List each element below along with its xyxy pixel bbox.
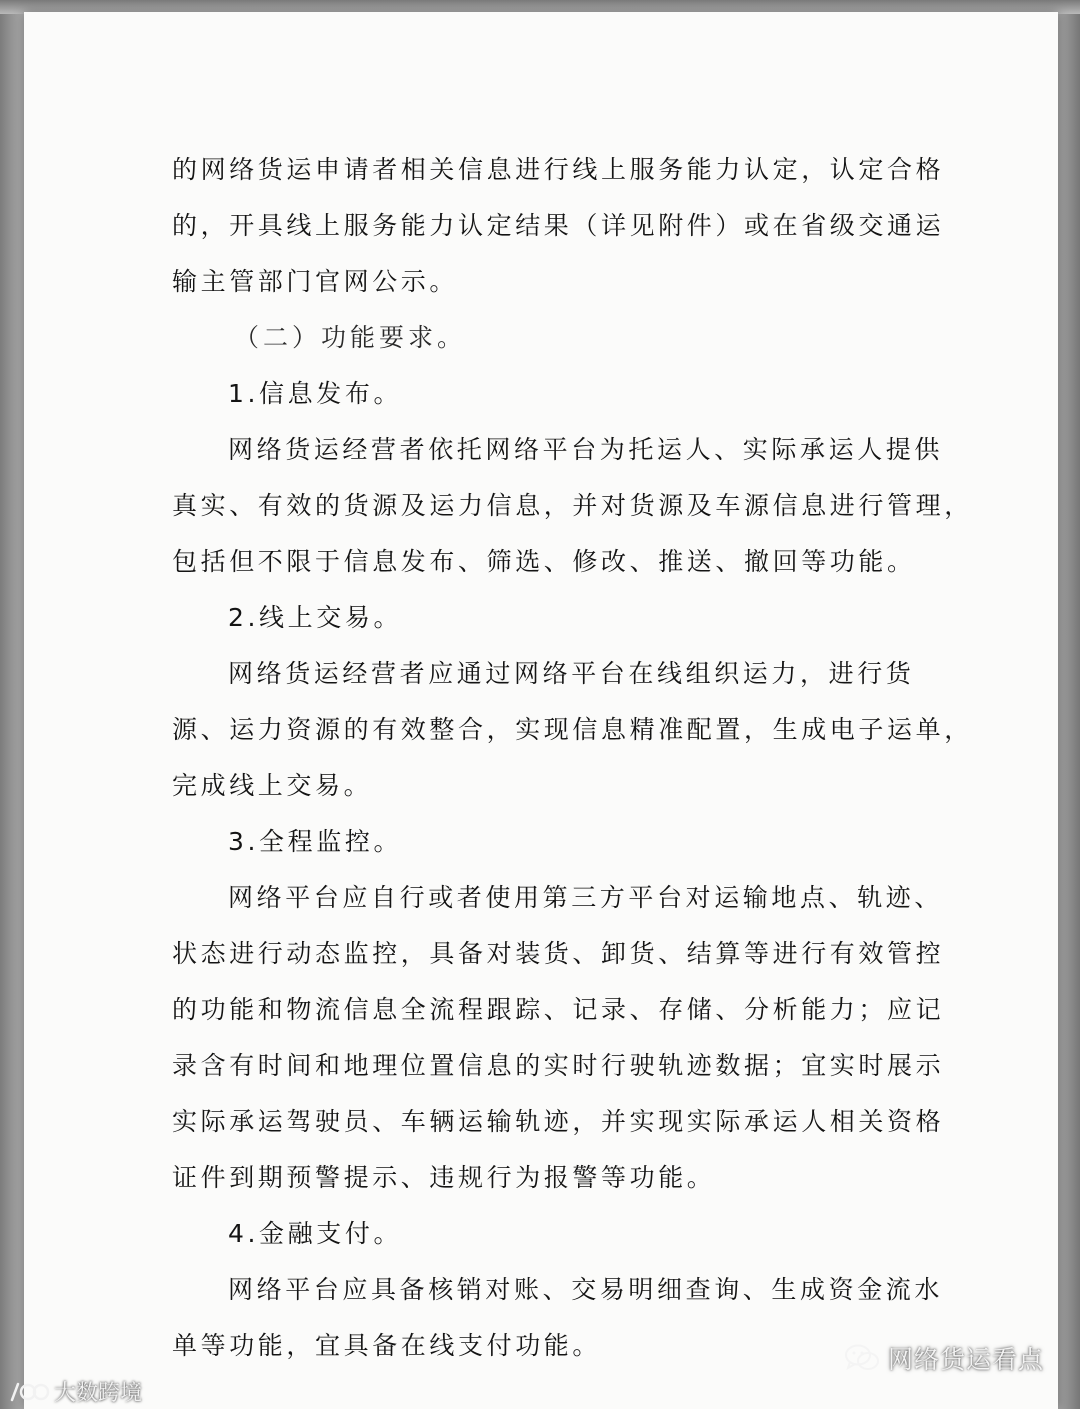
body-line: 状态进行动态监控，具备对装货、卸货、结算等进行有效管控	[172, 939, 945, 968]
body-line: 网络平台应自行或者使用第三方平台对运输地点、轨迹、	[228, 883, 944, 912]
body-line: 源、运力资源的有效整合，实现信息精准配置，生成电子运单，	[172, 715, 973, 744]
watermark-brand-name: 大数跨境	[54, 1381, 143, 1406]
subsection-heading: 1.信息发布。	[228, 379, 403, 408]
body-line: 网络货运经营者应通过网络平台在线组织运力，进行货	[228, 659, 915, 688]
watermark-account	[844, 1340, 1044, 1376]
body-line: 单等功能，宜具备在线支付功能。	[172, 1331, 602, 1360]
body-line: 证件到期预警提示、违规行为报警等功能。	[172, 1163, 716, 1192]
subsection-heading: 4.金融支付。	[228, 1219, 403, 1248]
document-page	[24, 12, 1058, 1409]
body-line: 网络平台应具备核销对账、交易明细查询、生成资金流水	[228, 1275, 944, 1304]
wechat-icon	[844, 1343, 880, 1373]
body-line: 实际承运驾驶员、车辆运输轨迹，并实现实际承运人相关资格	[172, 1107, 945, 1136]
background-right-edge	[1056, 0, 1080, 1409]
body-line: 的网络货运申请者相关信息进行线上服务能力认定，认定合格	[172, 155, 945, 184]
watermark-account-name: 网络货运看点	[887, 1345, 1044, 1374]
body-line: 输主管部门官网公示。	[172, 267, 459, 296]
body-line: 真实、有效的货源及运力信息，并对货源及车源信息进行管理，	[172, 491, 973, 520]
brand-logo-icon	[8, 1380, 50, 1404]
body-line: 的功能和物流信息全流程跟踪、记录、存储、分析能力；应记	[172, 995, 945, 1024]
subsection-heading: 2.线上交易。	[228, 603, 403, 632]
section-heading: （二）功能要求。	[234, 323, 467, 352]
body-line: 录含有时间和地理位置信息的实时行驶轨迹数据；宜实时展示	[172, 1051, 945, 1080]
subsection-heading: 3.全程监控。	[228, 827, 403, 856]
body-line: 完成线上交易。	[172, 771, 373, 800]
body-line: 网络货运经营者依托网络平台为托运人、实际承运人提供	[228, 435, 944, 464]
watermark-brand	[8, 1376, 142, 1407]
body-line: 包括但不限于信息发布、筛选、修改、推送、撤回等功能。	[172, 547, 916, 576]
body-line: 的，开具线上服务能力认定结果（详见附件）或在省级交通运	[172, 211, 945, 240]
